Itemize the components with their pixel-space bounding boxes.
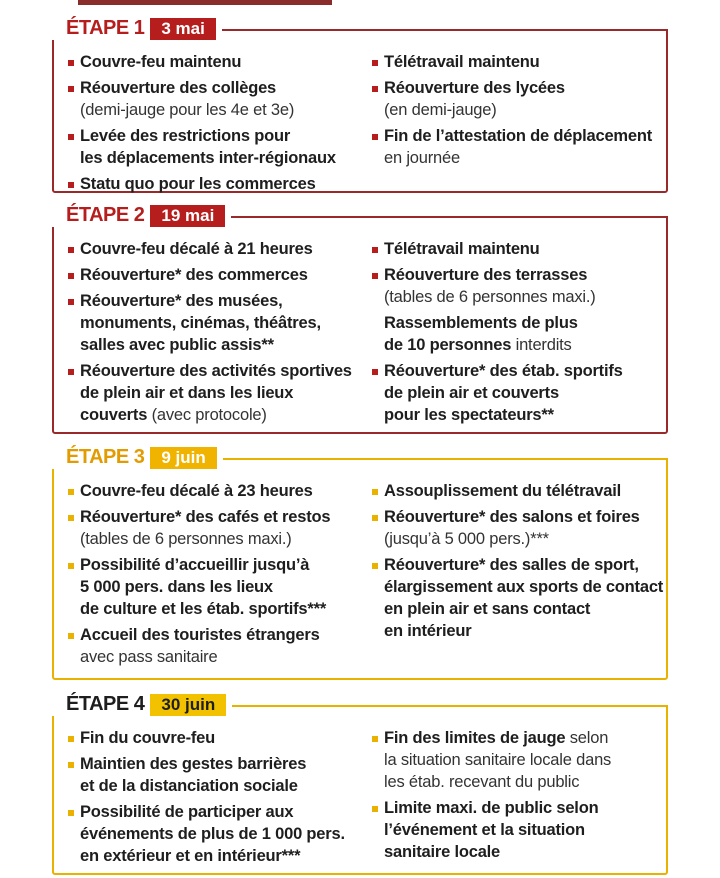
bullet-marker — [68, 182, 74, 188]
stage-2-box — [52, 204, 668, 434]
item-line — [384, 506, 668, 528]
list-item — [368, 554, 668, 642]
item-line — [384, 286, 668, 308]
stage-2-title: ÉTAPE 2 — [66, 204, 145, 226]
bold-text: en intérieur — [384, 622, 472, 640]
bold-text: Réouverture des terrasses — [384, 266, 588, 284]
bold-text: monuments, cinémas, théâtres, — [80, 314, 321, 332]
item-line — [384, 264, 668, 286]
bold-text: 5 000 pers. dans les lieux — [80, 578, 273, 596]
list-item — [64, 480, 364, 502]
item-line — [80, 334, 364, 356]
bullet-marker — [68, 563, 74, 569]
stage-1-right-column — [368, 51, 668, 173]
bold-text: Fin de l’attestation de déplacement — [384, 127, 653, 145]
bullet-marker — [372, 369, 378, 375]
normal-text: (tables de 6 personnes maxi.) — [384, 288, 596, 306]
bold-text: Réouverture des collèges — [80, 79, 277, 97]
normal-text: (avec protocole) — [147, 406, 267, 424]
bold-text: de 10 personnes — [384, 336, 512, 354]
stage-1-box — [52, 17, 668, 193]
item-line — [80, 382, 364, 404]
list-item — [64, 554, 364, 620]
stage-3-header — [52, 446, 223, 469]
list-item — [64, 125, 364, 169]
bold-text: Réouverture* des salles de sport, — [384, 556, 639, 574]
bold-text: en plein air et sans contact — [384, 600, 591, 618]
bold-text: Rassemblements de plus — [384, 314, 578, 332]
list-item — [368, 480, 668, 502]
item-line — [80, 753, 364, 775]
bullet-marker — [68, 633, 74, 639]
stage-4-title: ÉTAPE 4 — [66, 693, 145, 715]
item-line — [384, 819, 668, 841]
list-item — [368, 727, 668, 793]
list-item — [368, 125, 668, 169]
stage-1-date-badge: 3 mai — [150, 18, 215, 40]
list-item — [64, 506, 364, 550]
bold-text: Réouverture* des salons et foires — [384, 508, 640, 526]
bold-text: Télétravail maintenu — [384, 240, 540, 258]
list-item — [64, 238, 364, 260]
normal-text: (tables de 6 personnes maxi.) — [80, 530, 292, 548]
bold-text: Réouverture* des étab. sportifs — [384, 362, 623, 380]
bold-text: Maintien des gestes barrières — [80, 755, 307, 773]
bold-text: Télétravail maintenu — [384, 53, 540, 71]
item-line — [80, 147, 364, 169]
item-line — [80, 823, 364, 845]
list-item — [368, 506, 668, 550]
list-item — [368, 51, 668, 73]
bold-text: pour les spectateurs** — [384, 406, 554, 424]
item-line — [80, 506, 364, 528]
bullet-marker — [372, 806, 378, 812]
item-line — [384, 77, 668, 99]
item-line — [80, 290, 364, 312]
normal-text: les étab. recevant du public — [384, 773, 580, 791]
item-line — [384, 797, 668, 819]
stage-1-header — [52, 17, 222, 40]
stage-3-right-column — [368, 480, 668, 646]
list-item — [368, 77, 668, 121]
normal-text: en journée — [384, 149, 460, 167]
item-line — [80, 125, 364, 147]
bold-text: Couvre-feu décalé à 21 heures — [80, 240, 313, 258]
bold-text: l’événement et la situation — [384, 821, 585, 839]
item-line — [80, 238, 364, 260]
item-line — [80, 264, 364, 286]
bullet-marker — [372, 489, 378, 495]
stage-1-left-column — [64, 51, 364, 199]
item-line — [384, 576, 668, 598]
bold-text: Levée des restrictions pour — [80, 127, 291, 145]
list-item — [64, 77, 364, 121]
bold-text: de culture et les étab. sportifs*** — [80, 600, 327, 618]
list-item — [64, 360, 364, 426]
bullet-marker — [68, 247, 74, 253]
bold-text: Couvre-feu maintenu — [80, 53, 242, 71]
bold-text: Couvre-feu décalé à 23 heures — [80, 482, 313, 500]
bullet-marker — [68, 60, 74, 66]
list-item — [368, 264, 668, 308]
bullet-marker — [372, 273, 378, 279]
bullet-marker — [68, 273, 74, 279]
bullet-marker — [68, 810, 74, 816]
top-decorative-bar — [78, 0, 332, 5]
stage-2-right-column — [368, 238, 668, 430]
stage-4-box — [52, 693, 668, 875]
item-line — [80, 598, 364, 620]
bullet-marker — [372, 515, 378, 521]
item-line — [384, 99, 668, 121]
normal-text: (demi-jauge pour les 4e et 3e) — [80, 101, 295, 119]
item-line — [80, 480, 364, 502]
bold-text: Possibilité de participer aux — [80, 803, 294, 821]
item-line — [80, 99, 364, 121]
bullet-marker — [68, 134, 74, 140]
list-item — [368, 360, 668, 426]
item-line — [384, 528, 668, 550]
item-line — [80, 51, 364, 73]
normal-text: (en demi-jauge) — [384, 101, 497, 119]
bold-text: de plein air et couverts — [384, 384, 559, 402]
bold-text: de plein air et dans les lieux — [80, 384, 294, 402]
bold-text: Réouverture des lycées — [384, 79, 565, 97]
stage-3-box — [52, 446, 668, 680]
bold-text: Fin du couvre-feu — [80, 729, 216, 747]
bullet-marker — [372, 60, 378, 66]
normal-text: avec pass sanitaire — [80, 648, 218, 666]
bold-text: Limite maxi. de public selon — [384, 799, 599, 817]
item-line — [384, 771, 668, 793]
item-line — [80, 775, 364, 797]
item-line — [80, 554, 364, 576]
bold-text: Fin des limites de jauge — [384, 729, 566, 747]
list-item — [64, 727, 364, 749]
bullet-marker — [68, 299, 74, 305]
bold-text: Réouverture* des commerces — [80, 266, 308, 284]
bullet-marker — [372, 736, 378, 742]
stage-4-right-column — [368, 727, 668, 867]
item-line — [80, 528, 364, 550]
list-item — [64, 173, 364, 195]
stage-4-left-column — [64, 727, 364, 871]
bullet-marker — [372, 247, 378, 253]
normal-text: (jusqu’à 5 000 pers.)*** — [384, 530, 549, 548]
item-line — [384, 749, 668, 771]
normal-text: interdits — [511, 336, 572, 354]
item-line — [384, 620, 668, 642]
stage-3-left-column — [64, 480, 364, 672]
item-line — [384, 554, 668, 576]
stage-2-left-column — [64, 238, 364, 430]
bullet-marker — [68, 515, 74, 521]
bullet-marker — [68, 369, 74, 375]
item-line — [384, 598, 668, 620]
item-line — [80, 624, 364, 646]
bold-text: et de la distanciation sociale — [80, 777, 298, 795]
stage-2-header — [52, 204, 231, 227]
item-line — [384, 238, 668, 260]
item-line — [384, 404, 668, 426]
bold-text: Réouverture* des cafés et restos — [80, 508, 331, 526]
item-line — [80, 845, 364, 867]
item-line — [384, 147, 668, 169]
bold-text: Accueil des touristes étrangers — [80, 626, 320, 644]
item-line — [384, 334, 668, 356]
list-item — [64, 801, 364, 867]
bullet-marker — [68, 86, 74, 92]
bold-text: les déplacements inter-régionaux — [80, 149, 336, 167]
item-line — [80, 576, 364, 598]
item-line — [80, 77, 364, 99]
list-item — [64, 51, 364, 73]
stage-1-title: ÉTAPE 1 — [66, 17, 145, 39]
item-line — [384, 125, 668, 147]
bullet-marker — [68, 489, 74, 495]
item-line — [384, 312, 668, 334]
stage-3-title: ÉTAPE 3 — [66, 446, 145, 468]
list-item — [64, 264, 364, 286]
item-line — [384, 841, 668, 863]
bold-text: événements de plus de 1 000 pers. — [80, 825, 345, 843]
bold-text: sanitaire locale — [384, 843, 501, 861]
bullet-marker — [372, 563, 378, 569]
bold-text: Réouverture des activités sportives — [80, 362, 352, 380]
bold-text: élargissement aux sports de contact — [384, 578, 664, 596]
bold-text: en extérieur et en intérieur*** — [80, 847, 301, 865]
item-line — [384, 51, 668, 73]
item-line — [80, 360, 364, 382]
bold-text: salles avec public assis** — [80, 336, 274, 354]
bullet-marker — [372, 86, 378, 92]
item-line — [384, 382, 668, 404]
item-line — [384, 360, 668, 382]
stage-4-date-badge: 30 juin — [150, 694, 226, 716]
list-item — [368, 797, 668, 863]
bold-text: couverts — [80, 406, 148, 424]
stage-2-date-badge: 19 mai — [150, 205, 225, 227]
item-line — [80, 801, 364, 823]
stage-3-date-badge: 9 juin — [150, 447, 216, 469]
item-line — [384, 727, 668, 749]
normal-text: la situation sanitaire locale dans — [384, 751, 612, 769]
bold-text: Possibilité d’accueillir jusqu’à — [80, 556, 310, 574]
bold-text: Réouverture* des musées, — [80, 292, 283, 310]
list-item — [64, 753, 364, 797]
item-line — [80, 173, 364, 195]
bold-text: Statu quo pour les commerces — [80, 175, 316, 193]
bullet-marker — [68, 736, 74, 742]
stage-4-header — [52, 693, 232, 716]
item-line — [80, 646, 364, 668]
item-line — [384, 480, 668, 502]
bullet-marker — [372, 134, 378, 140]
bold-text: Assouplissement du télétravail — [384, 482, 621, 500]
normal-text: selon — [565, 729, 609, 747]
list-item — [368, 312, 668, 356]
list-item — [64, 624, 364, 668]
list-item — [64, 290, 364, 356]
item-line — [80, 727, 364, 749]
item-line — [80, 404, 364, 426]
bullet-marker — [68, 762, 74, 768]
list-item — [368, 238, 668, 260]
item-line — [80, 312, 364, 334]
